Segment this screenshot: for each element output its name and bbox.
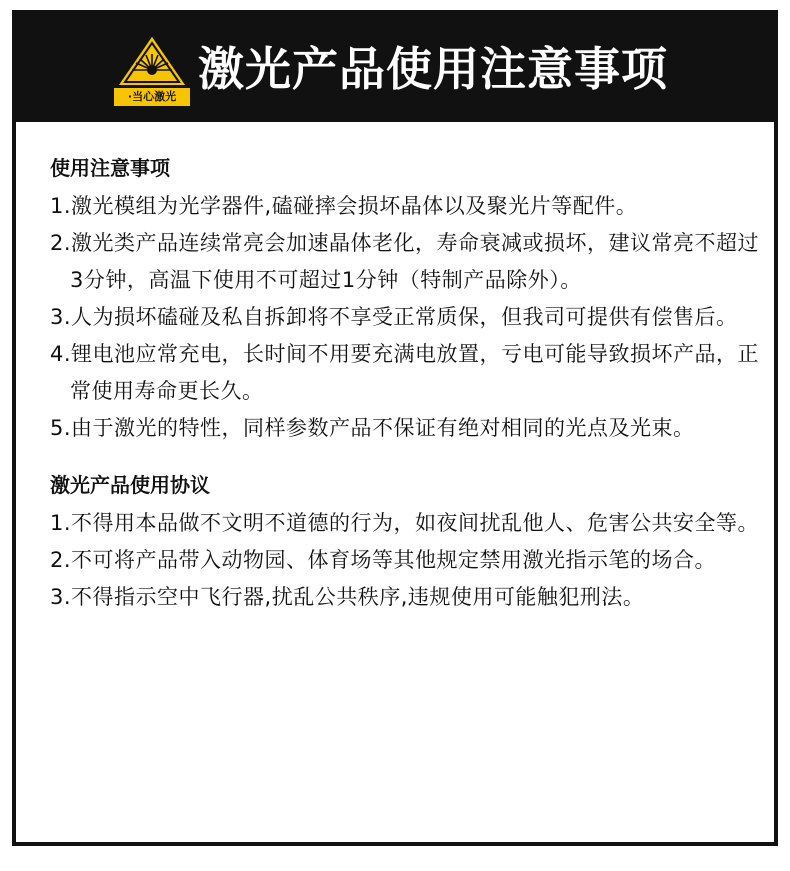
- list-item: 1.激光模组为光学器件,磕碰摔会损坏晶体以及聚光片等配件。: [50, 194, 638, 218]
- list-item: 3.人为损坏磕碰及私自拆卸将不享受正常质保，但我司可提供有偿售后。: [50, 305, 738, 329]
- list-item: 1.不得用本品做不文明不道德的行为，如夜间扰乱他人、危害公共安全等。: [50, 511, 760, 535]
- laser-warning-icon: [114, 32, 190, 88]
- warning-caption: ·当心激光: [114, 88, 190, 106]
- list-item: 5.由于激光的特性，同样参数产品不保证有绝对相同的光点及光束。: [50, 416, 695, 440]
- section-title: 使用注意事项: [50, 156, 170, 180]
- section-usage-notes: [50, 152, 760, 447]
- header-banner: [16, 14, 774, 122]
- page-title: 激光产品使用注意事项: [198, 42, 668, 96]
- list-item: 3.不得指示空中飞行器,扰乱公共秩序,违规使用可能触犯刑法。: [50, 585, 645, 609]
- section-title: 激光产品使用协议: [50, 473, 210, 497]
- list-item: 2.不可将产品带入动物园、体育场等其他规定禁用激光指示笔的场合。: [50, 548, 717, 572]
- list-item: 2.激光类产品连续常亮会加速晶体老化，寿命衰减或损坏，建议常亮不超过3分钟，高温下使用不可超过1分钟（特制产品除外）。: [50, 231, 760, 292]
- notice-content: [50, 152, 760, 616]
- list-item: 4.锂电池应常充电，长时间不用要充满电放置，亏电可能导致损坏产品，正常使用寿命更长久。: [50, 342, 760, 403]
- notice-frame: [12, 10, 778, 846]
- section-usage-agreement: [50, 469, 760, 616]
- laser-warning-sign: [114, 32, 190, 102]
